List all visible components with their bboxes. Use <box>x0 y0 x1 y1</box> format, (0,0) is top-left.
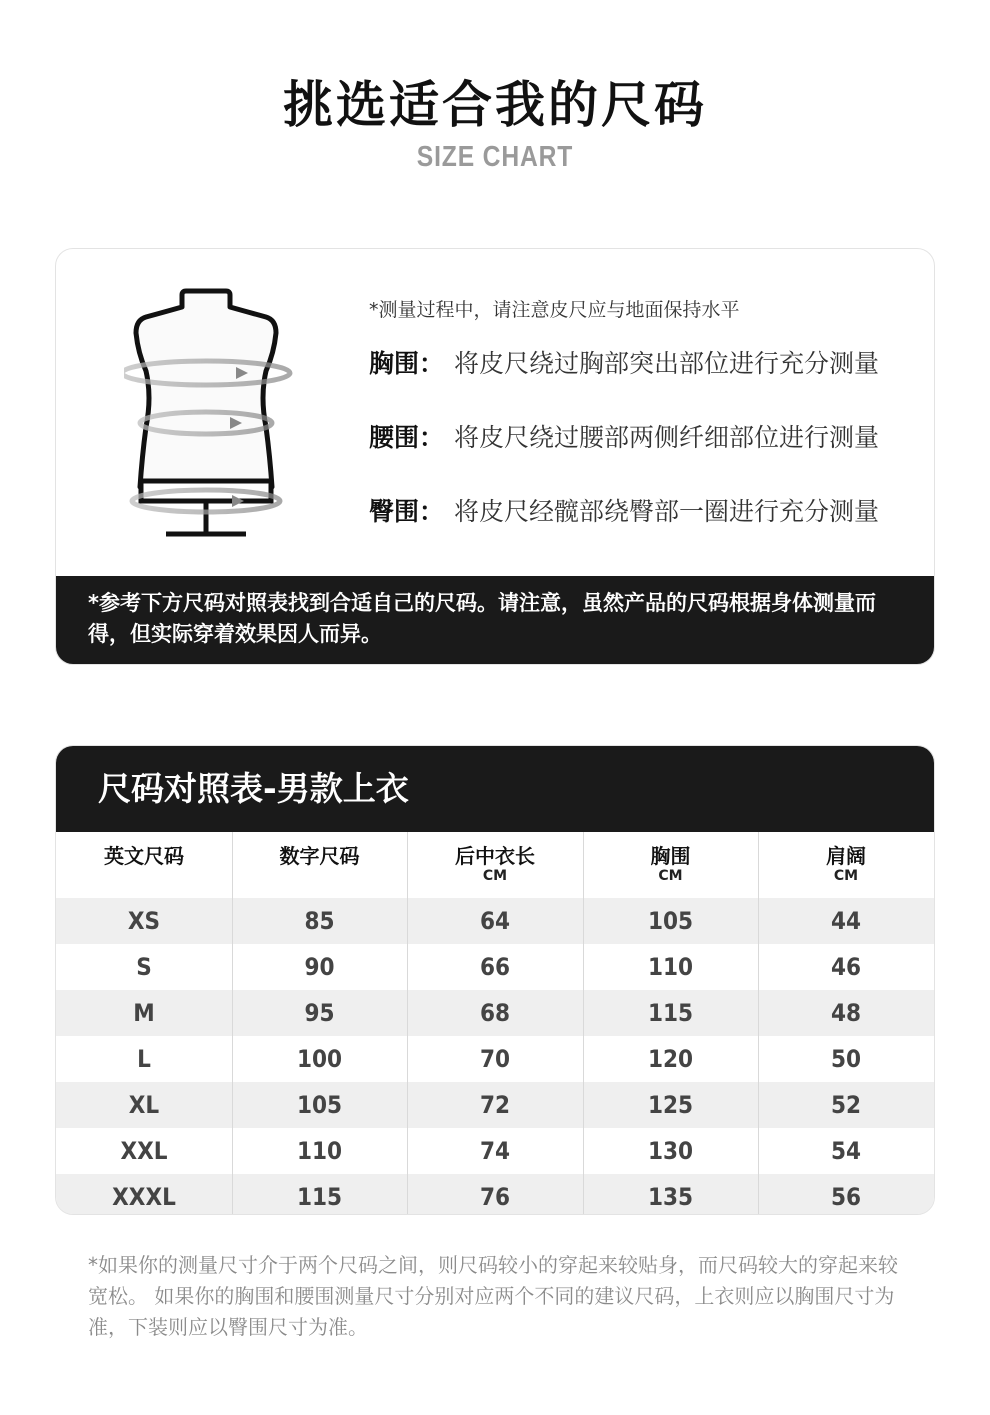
table-row <box>56 1036 934 1082</box>
table-cell: 50 <box>830 1045 862 1073</box>
table-cell: 90 <box>304 953 335 981</box>
table-cell: 64 <box>479 907 511 935</box>
column-divider <box>583 832 584 1214</box>
table-row <box>56 1082 934 1128</box>
table-cell: 115 <box>647 999 694 1027</box>
size-table <box>56 832 934 1214</box>
table-cell: M <box>133 999 155 1027</box>
table-row <box>56 944 934 990</box>
measure-label: 腰围： <box>369 423 445 452</box>
table-cell: 54 <box>830 1137 862 1165</box>
mannequin-icon <box>124 287 314 542</box>
table-cell: XL <box>128 1091 160 1119</box>
column-header: 肩阔 CM <box>826 844 866 884</box>
table-cell: 70 <box>479 1045 511 1073</box>
table-cell: 85 <box>304 907 335 935</box>
table-cell: 46 <box>830 953 862 981</box>
table-row <box>56 1174 934 1215</box>
table-cell: 76 <box>479 1183 511 1211</box>
measure-note: *测量过程中，请注意皮尺应与地面保持水平 <box>369 299 740 321</box>
table-cell: 74 <box>479 1137 511 1165</box>
column-header: 后中衣长 CM <box>455 844 535 884</box>
column-divider <box>232 832 233 1214</box>
page-title: 挑选适合我的尺码 <box>283 76 707 134</box>
table-cell: 130 <box>647 1137 694 1165</box>
table-cell: 66 <box>479 953 511 981</box>
column-header: 英文尺码 <box>104 844 184 868</box>
table-cell: XS <box>127 907 161 935</box>
reference-note: *参考下方尺码对照表找到合适自己的尺码。请注意，虽然产品的尺码根据身体测量而得，但实际穿着效果因人而异。 <box>88 591 876 646</box>
table-row <box>56 898 934 944</box>
table-cell: 72 <box>479 1091 511 1119</box>
column-header: 胸围 CM <box>650 844 691 884</box>
table-cell: 68 <box>479 999 511 1027</box>
table-row <box>56 990 934 1036</box>
table-cell: XXXL <box>112 1183 176 1211</box>
measure-desc: 将皮尺经髋部绕臀部一圈进行充分测量 <box>454 497 880 526</box>
table-cell: 120 <box>647 1045 694 1073</box>
footer-note: *如果你的测量尺寸介于两个尺码之间，则尺码较小的穿起来较贴身，而尺码较大的穿起来较宽松。 如果你的胸围和腰围测量尺寸分别对应两个不同的建议尺码，上衣则应以胸围尺寸为准，下装则应以臀围尺寸为准。 <box>88 1253 898 1339</box>
size-table-card <box>55 745 935 1215</box>
measure-row-hip <box>369 495 879 529</box>
measure-label: 臀围： <box>369 497 445 526</box>
page-subtitle: SIZE CHART <box>416 141 574 173</box>
table-cell: 105 <box>296 1091 343 1119</box>
table-cell: 110 <box>647 953 694 981</box>
table-cell: XXL <box>120 1137 168 1165</box>
column-header: 数字尺码 <box>279 844 360 868</box>
column-divider <box>407 832 408 1214</box>
table-row <box>56 1128 934 1174</box>
size-table-title: 尺码对照表-男款上衣 <box>98 769 409 808</box>
table-cell: 110 <box>296 1137 343 1165</box>
measure-desc: 将皮尺绕过胸部突出部位进行充分测量 <box>454 349 880 378</box>
table-cell: 48 <box>830 999 862 1027</box>
table-cell: L <box>137 1045 151 1073</box>
table-cell: 56 <box>830 1183 862 1211</box>
measure-desc: 将皮尺绕过腰部两侧纤细部位进行测量 <box>454 423 880 452</box>
table-cell: 115 <box>296 1183 343 1211</box>
table-cell: 125 <box>647 1091 694 1119</box>
table-cell: 105 <box>647 907 694 935</box>
table-cell: 44 <box>830 907 862 935</box>
table-cell: 52 <box>830 1091 862 1119</box>
measure-label: 胸围： <box>369 349 445 378</box>
measure-row-waist <box>369 421 879 455</box>
table-cell: 100 <box>296 1045 343 1073</box>
table-cell: 95 <box>304 999 335 1027</box>
measure-row-chest <box>369 347 879 381</box>
column-divider <box>758 832 759 1214</box>
size-table-header <box>56 746 934 832</box>
table-cell: S <box>136 953 152 981</box>
reference-note-band <box>56 576 934 664</box>
measurement-guide-card <box>55 248 935 665</box>
table-cell: 135 <box>647 1183 694 1211</box>
